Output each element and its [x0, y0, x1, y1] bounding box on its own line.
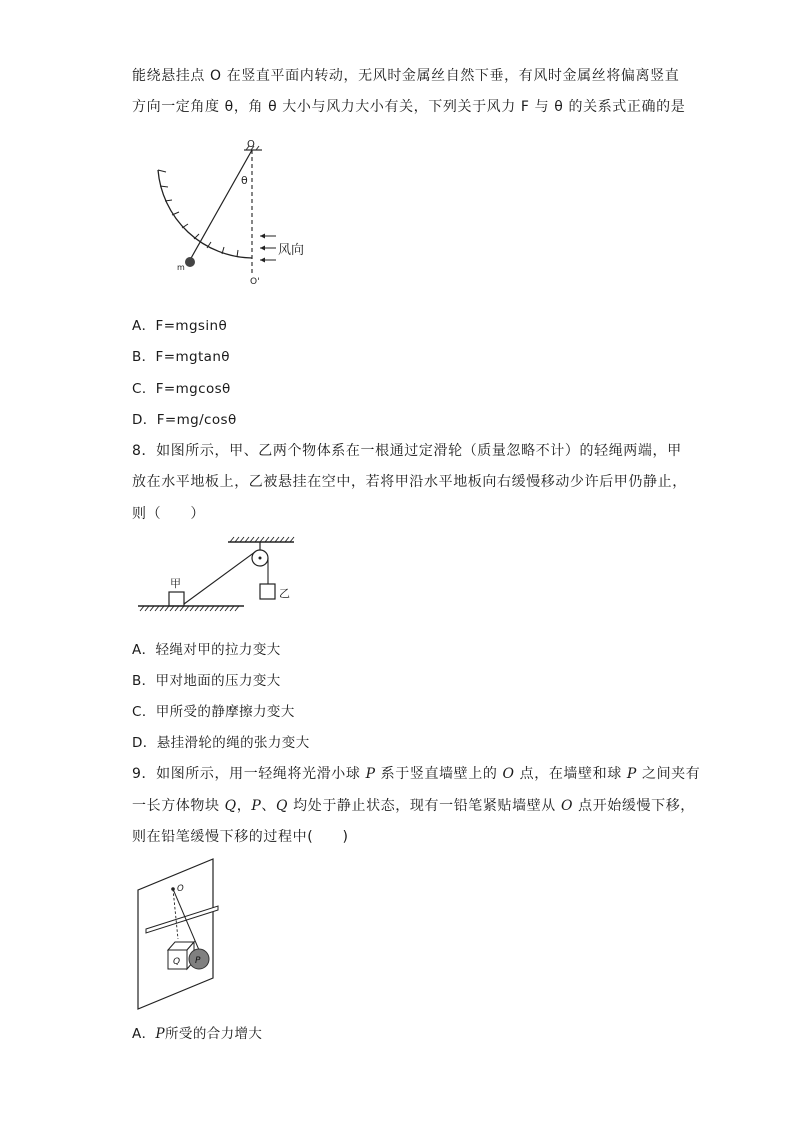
- q9-text-segment: 点开始缓慢下移，: [573, 798, 695, 814]
- wind-arrow-head: [260, 258, 265, 263]
- q9-option-a-prefix: A．: [132, 1026, 156, 1042]
- tick: [194, 234, 199, 239]
- q9-symbol-P: P: [365, 766, 376, 782]
- q9-text-line-2: [132, 797, 695, 815]
- q8-option-a: A．轻绳对甲的拉力变大: [132, 642, 281, 658]
- q9-symbol-P: P: [626, 766, 637, 782]
- q9-option-a-text: 所受的合力增大: [165, 1026, 263, 1042]
- q9-text-segment: 一长方体物块: [132, 798, 225, 814]
- label-jia: 甲: [170, 577, 181, 590]
- q9-symbol-P: P: [251, 798, 262, 814]
- q9-text-line-1: [132, 765, 700, 783]
- q8-option-b: B．甲对地面的压力变大: [132, 673, 281, 689]
- label-theta: θ: [241, 174, 248, 187]
- q8-text-line-1: 8．如图所示，甲、乙两个物体系在一根通过定滑轮（质量忽略不计）的轻绳两端，甲: [132, 443, 682, 459]
- label-O: O: [177, 884, 184, 894]
- block-yi: [260, 584, 275, 599]
- q7-text-line-2: 方向一定角度 θ，角 θ 大小与风力大小有关，下列关于风力 F 与 θ 的关系式正确的是: [132, 99, 686, 115]
- q9-text-segment: 之间夹有: [636, 766, 701, 782]
- q8-option-d: D．悬挂滑轮的绳的张力变大: [132, 735, 310, 751]
- q9-text-segment: 点，在墙壁和球: [514, 766, 627, 782]
- q7-option-a: A．F=mgsinθ: [132, 318, 228, 334]
- q7-text-line-1: 能绕悬挂点 O 在竖直平面内转动，无风时金属丝自然下垂，有风时金属丝将偏离竖直: [132, 68, 680, 84]
- wind-arrow-head: [260, 246, 265, 251]
- q7-option-d: D．F=mg/cosθ: [132, 412, 237, 428]
- block-jia: [169, 592, 184, 606]
- q7-option-c: C．F=mgcosθ: [132, 381, 231, 397]
- scale-arc: [158, 170, 252, 258]
- q8-pulley-figure: [134, 534, 304, 616]
- tick: [237, 250, 238, 257]
- q9-text-segment: 、: [261, 798, 276, 814]
- q9-wall-figure: [136, 858, 222, 1014]
- tick: [165, 200, 172, 201]
- label-m: m: [177, 263, 185, 272]
- tick: [158, 170, 166, 172]
- rope-to-jia: [184, 552, 255, 604]
- q8-option-c: C．甲所受的静摩擦力变大: [132, 704, 295, 720]
- label-wind-direction: 风向: [278, 243, 305, 258]
- label-O-prime: O': [250, 277, 260, 287]
- q9-text-segment: 9．如图所示，用一轻绳将光滑小球: [132, 766, 366, 782]
- q9-text-line-3: 则在铅笔缓慢下移的过程中( ): [132, 829, 349, 845]
- q9-text-segment: 系于竖直墙壁上的: [375, 766, 503, 782]
- metal-ball: [185, 257, 195, 267]
- label-P: P: [195, 956, 201, 966]
- q7-option-b: B．F=mgtanθ: [132, 349, 230, 365]
- q9-symbol-O: O: [560, 798, 574, 814]
- q9-symbol-P: P: [155, 1026, 166, 1042]
- metal-wire: [190, 150, 252, 260]
- q9-text-segment: 均处于静止状态，现有一铅笔紧贴墙壁从: [288, 798, 561, 814]
- q8-text-line-2: 放在水平地板上，乙被悬挂在空中，若将甲沿水平地板向右缓慢移动少许后甲仍静止，: [132, 474, 687, 490]
- q9-symbol-Q: Q: [275, 798, 289, 814]
- q8-text-line-3: 则（ ）: [132, 506, 205, 522]
- wind-arrow-head: [260, 234, 265, 239]
- q9-symbol-O: O: [502, 766, 515, 782]
- q9-text-segment: ，: [236, 798, 252, 814]
- label-yi: 乙: [279, 587, 290, 600]
- hatch: [256, 146, 259, 150]
- wall: [138, 859, 213, 1009]
- q9-option-a: [132, 1025, 262, 1043]
- q9-symbol-Q: Q: [224, 798, 237, 814]
- q7-wind-gauge-figure: [140, 136, 330, 286]
- label-Q: Q: [173, 957, 181, 967]
- label-O: O: [247, 139, 255, 150]
- pulley-axle: [259, 557, 262, 560]
